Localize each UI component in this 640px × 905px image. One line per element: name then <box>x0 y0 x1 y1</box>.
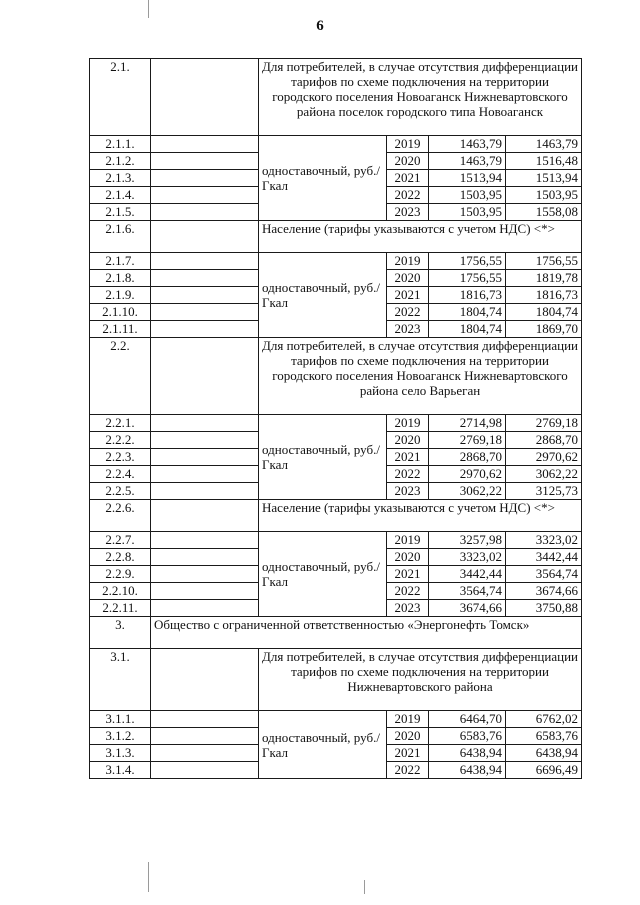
empty-cell <box>151 532 259 549</box>
empty-cell <box>151 449 259 466</box>
empty-cell <box>151 321 259 338</box>
empty-cell <box>151 287 259 304</box>
population-row <box>90 221 582 253</box>
row-number: 2.1.10. <box>90 304 151 321</box>
tariff-value-first-half: 2970,62 <box>429 466 506 483</box>
tariff-value-first-half: 2868,70 <box>429 449 506 466</box>
tariff-value-first-half: 1503,95 <box>429 187 506 204</box>
tariff-value-second-half: 3564,74 <box>506 566 582 583</box>
section-header-row <box>90 649 582 711</box>
row-number: 3.1. <box>90 649 151 711</box>
tariff-value-first-half: 2769,18 <box>429 432 506 449</box>
tariff-table <box>89 58 582 779</box>
empty-cell <box>151 466 259 483</box>
tariff-value-first-half: 3323,02 <box>429 549 506 566</box>
tariff-type-label: одноставочный, руб./Гкал <box>259 415 387 500</box>
row-number: 3.1.4. <box>90 762 151 779</box>
row-number: 2.1.1. <box>90 136 151 153</box>
scan-mark <box>148 862 149 892</box>
row-number: 3.1.3. <box>90 745 151 762</box>
tariff-value-second-half: 6696,49 <box>506 762 582 779</box>
tariff-type-label: одноставочный, руб./Гкал <box>259 711 387 779</box>
tariff-value-second-half: 6762,02 <box>506 711 582 728</box>
tariff-value-second-half: 3674,66 <box>506 583 582 600</box>
tariff-value-second-half: 3323,02 <box>506 532 582 549</box>
tariff-value-second-half: 3750,88 <box>506 600 582 617</box>
empty-cell <box>151 649 259 711</box>
page-number: 6 <box>316 18 324 34</box>
tariff-value-second-half: 1756,55 <box>506 253 582 270</box>
empty-cell <box>151 500 259 532</box>
year-cell: 2023 <box>387 321 429 338</box>
row-number: 2.2.6. <box>90 500 151 532</box>
tariff-type-label: одноставочный, руб./Гкал <box>259 253 387 338</box>
tariff-value-first-half: 3257,98 <box>429 532 506 549</box>
row-number: 2.1.11. <box>90 321 151 338</box>
year-cell: 2022 <box>387 762 429 779</box>
tariff-value-first-half: 6464,70 <box>429 711 506 728</box>
empty-cell <box>151 59 259 136</box>
tariff-value-first-half: 3674,66 <box>429 600 506 617</box>
tariff-value-first-half: 1463,79 <box>429 153 506 170</box>
tariff-row <box>90 253 582 270</box>
tariff-value-second-half: 1513,94 <box>506 170 582 187</box>
empty-cell <box>151 338 259 415</box>
row-number: 2.2.3. <box>90 449 151 466</box>
empty-cell <box>151 762 259 779</box>
tariff-value-second-half: 2769,18 <box>506 415 582 432</box>
empty-cell <box>151 415 259 432</box>
tariff-value-first-half: 3564,74 <box>429 583 506 600</box>
section-header-row <box>90 59 582 136</box>
tariff-value-second-half: 3442,44 <box>506 549 582 566</box>
tariff-value-first-half: 1816,73 <box>429 287 506 304</box>
tariff-row <box>90 136 582 153</box>
tariff-value-second-half: 2868,70 <box>506 432 582 449</box>
tariff-value-second-half: 3125,73 <box>506 483 582 500</box>
row-number: 2.2.10. <box>90 583 151 600</box>
tariff-value-first-half: 1463,79 <box>429 136 506 153</box>
tariff-value-second-half: 6583,76 <box>506 728 582 745</box>
tariff-value-second-half: 1463,79 <box>506 136 582 153</box>
tariff-value-second-half: 1804,74 <box>506 304 582 321</box>
row-number: 3. <box>90 617 151 649</box>
row-number: 2.2.4. <box>90 466 151 483</box>
empty-cell <box>151 253 259 270</box>
empty-cell <box>151 583 259 600</box>
empty-cell <box>151 304 259 321</box>
population-text: Население (тарифы указываются с учетом НДС) <*> <box>259 500 582 532</box>
tariff-value-second-half: 1816,73 <box>506 287 582 304</box>
section-header-text: Для потребителей, в случае отсутствия дифференциации тарифов по схеме подключения на территории городского поселения Новоаганск Нижневартовского района поселок городского типа Новоаганск <box>259 59 582 136</box>
empty-cell <box>151 566 259 583</box>
year-cell: 2023 <box>387 600 429 617</box>
tariff-value-first-half: 6438,94 <box>429 745 506 762</box>
row-number: 2.1.4. <box>90 187 151 204</box>
tariff-value-second-half: 1819,78 <box>506 270 582 287</box>
row-number: 3.1.2. <box>90 728 151 745</box>
year-cell: 2019 <box>387 415 429 432</box>
row-number: 2.2.9. <box>90 566 151 583</box>
tariff-value-second-half: 2970,62 <box>506 449 582 466</box>
tariff-value-second-half: 6438,94 <box>506 745 582 762</box>
tariff-row <box>90 711 582 728</box>
empty-cell <box>151 170 259 187</box>
tariff-value-first-half: 3442,44 <box>429 566 506 583</box>
year-cell: 2020 <box>387 270 429 287</box>
year-cell: 2020 <box>387 549 429 566</box>
section-header-row <box>90 338 582 415</box>
tariff-value-first-half: 6438,94 <box>429 762 506 779</box>
empty-cell <box>151 483 259 500</box>
year-cell: 2022 <box>387 304 429 321</box>
row-number: 2.2.2. <box>90 432 151 449</box>
empty-cell <box>151 728 259 745</box>
tariff-value-first-half: 3062,22 <box>429 483 506 500</box>
tariff-value-second-half: 1869,70 <box>506 321 582 338</box>
row-number: 2.1.6. <box>90 221 151 253</box>
empty-cell <box>151 136 259 153</box>
year-cell: 2019 <box>387 253 429 270</box>
row-number: 2.2.5. <box>90 483 151 500</box>
row-number: 3.1.1. <box>90 711 151 728</box>
organization-name: Общество с ограниченной ответственностью «Энергонефть Томск» <box>151 617 582 649</box>
organization-row <box>90 617 582 649</box>
population-row <box>90 500 582 532</box>
row-number: 2.1.8. <box>90 270 151 287</box>
population-text: Население (тарифы указываются с учетом НДС) <*> <box>259 221 582 253</box>
tariff-value-second-half: 1558,08 <box>506 204 582 221</box>
empty-cell <box>151 270 259 287</box>
tariff-value-first-half: 6583,76 <box>429 728 506 745</box>
scan-mark <box>148 0 149 18</box>
year-cell: 2019 <box>387 711 429 728</box>
year-cell: 2023 <box>387 204 429 221</box>
empty-cell <box>151 549 259 566</box>
row-number: 2.1. <box>90 59 151 136</box>
tariff-value-first-half: 1503,95 <box>429 204 506 221</box>
row-number: 2.1.3. <box>90 170 151 187</box>
row-number: 2.1.2. <box>90 153 151 170</box>
tariff-type-label: одноставочный, руб./Гкал <box>259 532 387 617</box>
empty-cell <box>151 204 259 221</box>
row-number: 2.2.8. <box>90 549 151 566</box>
year-cell: 2021 <box>387 287 429 304</box>
year-cell: 2021 <box>387 566 429 583</box>
empty-cell <box>151 432 259 449</box>
year-cell: 2021 <box>387 170 429 187</box>
tariff-type-label: одноставочный, руб./Гкал <box>259 136 387 221</box>
row-number: 2.2. <box>90 338 151 415</box>
year-cell: 2021 <box>387 745 429 762</box>
year-cell: 2019 <box>387 532 429 549</box>
tariff-value-first-half: 2714,98 <box>429 415 506 432</box>
tariff-row <box>90 532 582 549</box>
year-cell: 2020 <box>387 728 429 745</box>
tariff-value-second-half: 3062,22 <box>506 466 582 483</box>
year-cell: 2019 <box>387 136 429 153</box>
empty-cell <box>151 187 259 204</box>
empty-cell <box>151 600 259 617</box>
tariff-value-first-half: 1804,74 <box>429 321 506 338</box>
tariff-value-first-half: 1804,74 <box>429 304 506 321</box>
tariff-value-first-half: 1756,55 <box>429 270 506 287</box>
row-number: 2.1.5. <box>90 204 151 221</box>
empty-cell <box>151 711 259 728</box>
year-cell: 2021 <box>387 449 429 466</box>
year-cell: 2020 <box>387 432 429 449</box>
scan-mark <box>364 880 365 894</box>
empty-cell <box>151 153 259 170</box>
row-number: 2.2.1. <box>90 415 151 432</box>
row-number: 2.2.7. <box>90 532 151 549</box>
year-cell: 2022 <box>387 466 429 483</box>
empty-cell <box>151 221 259 253</box>
year-cell: 2022 <box>387 583 429 600</box>
year-cell: 2023 <box>387 483 429 500</box>
year-cell: 2022 <box>387 187 429 204</box>
year-cell: 2020 <box>387 153 429 170</box>
tariff-value-second-half: 1503,95 <box>506 187 582 204</box>
row-number: 2.1.7. <box>90 253 151 270</box>
tariff-row <box>90 415 582 432</box>
tariff-value-first-half: 1513,94 <box>429 170 506 187</box>
empty-cell <box>151 745 259 762</box>
section-header-text: Для потребителей, в случае отсутствия дифференциации тарифов по схеме подключения на территории Нижневартовского района <box>259 649 582 711</box>
tariff-value-first-half: 1756,55 <box>429 253 506 270</box>
row-number: 2.1.9. <box>90 287 151 304</box>
row-number: 2.2.11. <box>90 600 151 617</box>
section-header-text: Для потребителей, в случае отсутствия дифференциации тарифов по схеме подключения на территории городского поселения Новоаганск Нижневартовского района село Варьеган <box>259 338 582 415</box>
tariff-value-second-half: 1516,48 <box>506 153 582 170</box>
